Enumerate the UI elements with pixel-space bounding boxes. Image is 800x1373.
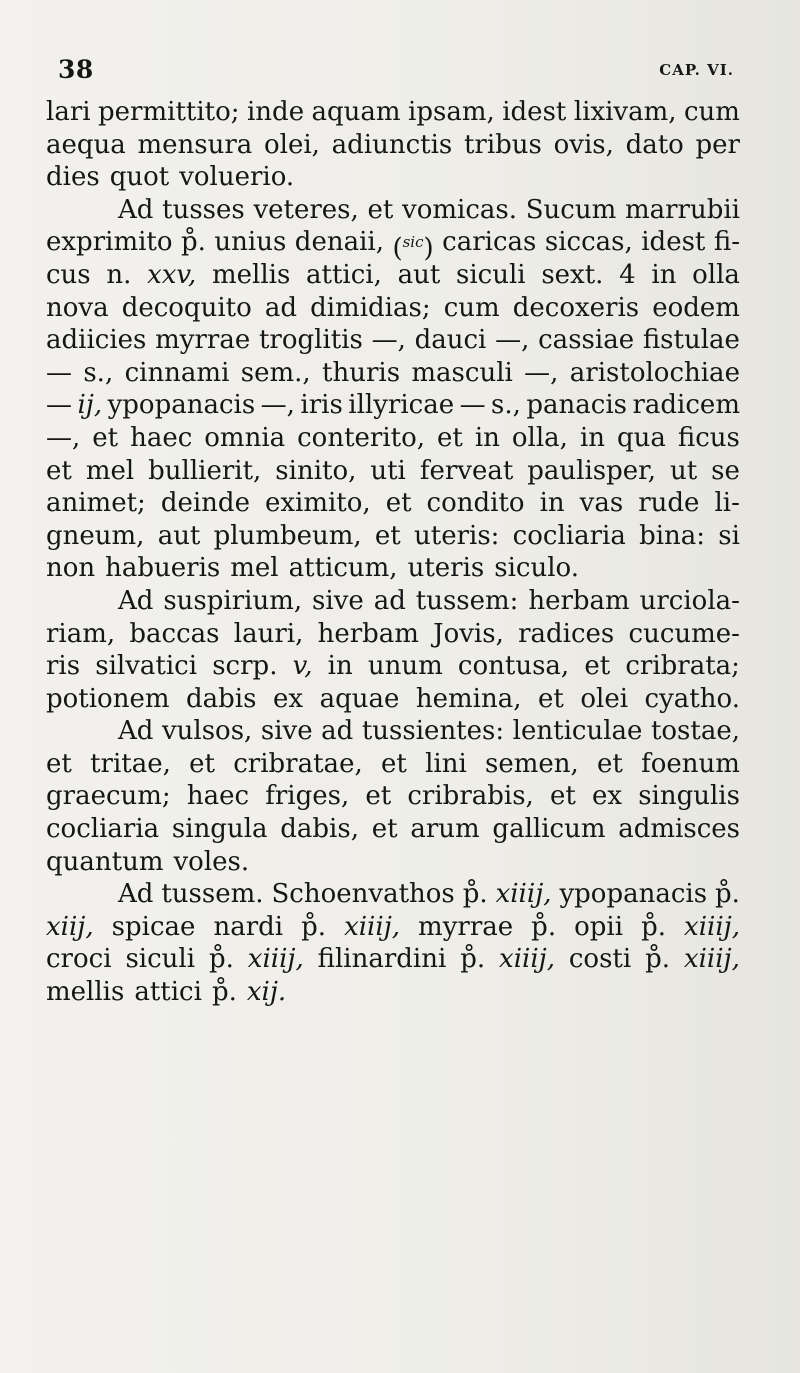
text-word: et xyxy=(371,814,398,845)
text-word: Jovis, xyxy=(433,618,504,649)
text-word: cribrabis, xyxy=(407,781,534,812)
text-word: ex xyxy=(591,781,623,812)
text-word: decoquito xyxy=(121,292,252,323)
text-line xyxy=(46,683,740,716)
text-word: costi xyxy=(568,944,632,975)
text-word: fi- xyxy=(713,227,740,258)
text-word: xiiij, xyxy=(499,944,555,975)
text-word: voles. xyxy=(173,846,250,877)
text-word: aequa xyxy=(46,129,126,160)
text-word: conterito, xyxy=(297,422,426,453)
text-word: — xyxy=(459,390,486,421)
text-word: paulisper, xyxy=(527,455,657,486)
text-word: p̊. xyxy=(641,911,667,942)
text-word: lari xyxy=(46,97,91,127)
text-word: marrubii xyxy=(624,194,740,225)
text-word: in xyxy=(474,422,500,453)
text-word: ovis, xyxy=(553,129,614,160)
text-line xyxy=(46,911,740,944)
text-word: vulsos, xyxy=(161,716,253,747)
text-word: veteres, xyxy=(253,194,359,225)
text-word: ($^{sic}$) xyxy=(392,233,434,265)
text-word: singulis xyxy=(638,781,740,812)
running-head: CAP. VI. xyxy=(659,61,734,79)
text-word: ij, xyxy=(77,390,103,421)
text-word: — xyxy=(46,390,72,421)
text-word: n. xyxy=(106,259,132,290)
text-word: olla, xyxy=(511,422,568,453)
text-word: habueris xyxy=(105,553,221,584)
text-word: nova xyxy=(46,292,109,323)
text-word: sem., xyxy=(240,357,311,388)
text-word: adiicies xyxy=(46,325,147,356)
text-word: decoxeris xyxy=(512,292,640,323)
text-word: ypopanacis xyxy=(559,879,708,910)
text-word: ris xyxy=(46,651,81,682)
text-word: gneum, xyxy=(46,520,145,551)
text-word: ut xyxy=(669,455,698,486)
text-word: et xyxy=(46,748,72,779)
text-word: masculi xyxy=(411,357,513,388)
text-word: —, xyxy=(46,422,81,453)
text-word: mensura xyxy=(137,129,253,160)
text-word: tussem: xyxy=(415,585,519,616)
text-word: tritae, xyxy=(90,748,171,779)
text-word: 4 xyxy=(619,259,636,290)
text-word: et xyxy=(92,422,119,453)
text-word: Ad xyxy=(118,716,154,747)
text-word: in xyxy=(327,651,353,682)
text-word: Ad xyxy=(118,194,154,225)
text-word: dabis, xyxy=(280,814,359,845)
text-word: silvatici xyxy=(95,651,198,682)
text-word: xij. xyxy=(246,977,287,1008)
text-word: sinito, xyxy=(275,455,357,486)
text-word: aristolochiae xyxy=(569,357,740,388)
text-word: hemina, xyxy=(415,683,522,714)
text-word: ferveat xyxy=(419,455,514,486)
text-word: et xyxy=(538,683,564,714)
text-line xyxy=(46,976,740,1009)
text-word: mellis xyxy=(211,259,291,290)
text-word: et xyxy=(374,520,401,551)
text-word: et xyxy=(584,651,611,682)
text-word: uti xyxy=(370,455,406,486)
text-word: in xyxy=(539,488,565,519)
text-word: cinnami xyxy=(124,357,230,388)
text-word: olei, xyxy=(264,129,320,160)
text-word: et xyxy=(365,781,392,812)
text-line xyxy=(46,161,740,194)
text-word: caricas xyxy=(442,227,537,258)
text-word: semen, xyxy=(485,748,579,779)
text-word: aut xyxy=(157,520,201,551)
text-word: —, xyxy=(524,357,559,388)
text-word: baccas xyxy=(129,618,220,649)
text-word: radicem xyxy=(632,390,740,421)
text-word: tussem. xyxy=(161,879,264,910)
text-word: potionem xyxy=(46,683,170,714)
text-word: siccas, xyxy=(544,227,633,258)
text-word: panacis xyxy=(526,390,628,421)
text-word: aquae xyxy=(319,683,400,714)
text-word: idest xyxy=(641,227,706,258)
text-word: cucume- xyxy=(628,618,740,649)
text-word: siculi xyxy=(456,259,526,290)
body-text xyxy=(46,96,740,1009)
text-line xyxy=(46,813,740,846)
text-word: cribratae, xyxy=(233,748,363,779)
page-number: 38 xyxy=(58,55,94,84)
text-line xyxy=(46,618,740,651)
text-word: xiiij, xyxy=(247,944,304,975)
text-word: plumbeum, xyxy=(213,520,362,551)
text-word: uteris: xyxy=(414,520,500,551)
text-word: omnia xyxy=(204,422,286,453)
text-word: condito xyxy=(426,488,525,519)
text-word: foenum xyxy=(641,748,740,779)
text-word: olla xyxy=(692,259,740,290)
text-word: v, xyxy=(292,651,313,682)
text-word: p̊. xyxy=(181,227,206,258)
text-word: tussientes: xyxy=(361,716,505,747)
text-word: li- xyxy=(714,488,740,519)
text-word: exprimito xyxy=(46,227,173,258)
text-word: herbam xyxy=(317,618,419,649)
text-word: et xyxy=(549,781,576,812)
text-word: tusses xyxy=(162,194,245,225)
text-word: bina: xyxy=(639,520,706,551)
text-word: ficus xyxy=(677,422,740,453)
text-word: tostae, xyxy=(650,716,740,747)
text-word: atticum, xyxy=(288,553,398,584)
text-word: xiiij, xyxy=(495,879,552,910)
text-word: rude xyxy=(638,488,700,519)
text-line xyxy=(46,357,740,390)
text-word: et xyxy=(189,748,215,779)
text-word: et xyxy=(380,748,407,779)
text-word: radices xyxy=(518,618,615,649)
text-word: voluerio. xyxy=(179,162,295,193)
text-word: cocliaria xyxy=(512,520,626,551)
text-word: lixivam, xyxy=(573,97,677,127)
text-word: —, xyxy=(495,325,530,356)
text-word: ypopanacis xyxy=(107,390,256,421)
text-word: urciola- xyxy=(639,585,740,616)
text-word: per xyxy=(695,129,740,160)
text-word: p̊. xyxy=(208,944,234,975)
text-word: tribus xyxy=(463,129,542,160)
text-word: animet; xyxy=(46,488,146,519)
text-word: ex xyxy=(272,683,304,714)
text-word: ad xyxy=(264,292,297,323)
text-word: xiiij, xyxy=(683,944,740,975)
text-word: contusa, xyxy=(457,651,570,682)
text-word: xiiij, xyxy=(344,911,401,942)
text-word: cum xyxy=(443,292,500,323)
text-word: spicae xyxy=(111,911,196,942)
text-word: Ad xyxy=(118,879,154,910)
text-word: filinardini xyxy=(317,944,447,975)
text-word: fistulae xyxy=(642,325,740,356)
text-line xyxy=(46,389,740,422)
text-word: unius xyxy=(214,227,287,258)
text-word: sive xyxy=(260,716,313,747)
text-word: se xyxy=(711,455,740,486)
text-word: cassiae xyxy=(538,325,635,356)
text-word: illyricae xyxy=(348,390,455,421)
text-word: bullierit, xyxy=(148,455,262,486)
text-word: —, xyxy=(260,390,295,421)
text-word: p̊. xyxy=(462,879,488,910)
text-word: nardi xyxy=(213,911,284,942)
text-word: friges, xyxy=(265,781,350,812)
text-line xyxy=(46,422,740,455)
text-word: thuris xyxy=(322,357,401,388)
text-word: adiunctis xyxy=(331,129,453,160)
text-word: Schoenvathos xyxy=(271,879,455,910)
text-word: siculi xyxy=(125,944,196,975)
text-line xyxy=(46,96,740,129)
text-word: singula xyxy=(171,814,268,845)
page-header xyxy=(58,55,734,89)
text-line xyxy=(46,292,740,325)
text-line xyxy=(46,585,740,618)
text-word: Sucum xyxy=(525,194,617,225)
text-line xyxy=(46,455,740,488)
text-word: croci xyxy=(46,944,112,975)
text-word: ipsam, xyxy=(408,97,495,127)
text-line xyxy=(46,715,740,748)
text-word: inde xyxy=(246,97,305,127)
text-word: haec xyxy=(130,422,193,453)
text-word: graecum; xyxy=(46,781,171,812)
text-word: p̊. xyxy=(301,911,327,942)
text-line xyxy=(46,650,740,683)
text-word: arum xyxy=(410,814,480,845)
text-word: quantum xyxy=(46,846,164,877)
text-word: cocliaria xyxy=(46,814,160,845)
text-word: xiij, xyxy=(46,911,94,942)
text-word: s., xyxy=(491,390,521,421)
text-word: dauci xyxy=(414,325,487,356)
text-line xyxy=(46,943,740,976)
text-word: xxv, xyxy=(147,259,197,290)
text-word: deinde xyxy=(160,488,250,519)
text-word: ad xyxy=(373,585,406,616)
text-word: siculo. xyxy=(494,553,579,584)
text-line xyxy=(46,846,740,879)
text-word: vas xyxy=(579,488,624,519)
text-line xyxy=(46,226,740,265)
text-word: haec xyxy=(186,781,250,812)
text-word: mellis xyxy=(46,977,125,1008)
text-line xyxy=(46,552,740,585)
text-word: p̊. xyxy=(715,879,740,910)
text-word: sext. xyxy=(541,259,604,290)
text-word: et xyxy=(597,748,623,779)
text-word: —, xyxy=(371,325,406,356)
text-word: lini xyxy=(425,748,467,779)
text-word: myrrae xyxy=(418,911,514,942)
text-word: non xyxy=(46,553,96,584)
text-line xyxy=(46,129,740,162)
text-word: si xyxy=(718,520,740,551)
text-word: olei xyxy=(580,683,629,714)
text-word: idest xyxy=(502,97,567,127)
text-word: attici, xyxy=(306,259,382,290)
text-word: in xyxy=(579,422,605,453)
text-line xyxy=(46,748,740,781)
text-word: p̊. xyxy=(531,911,557,942)
text-word: xiiij, xyxy=(684,911,740,942)
text-word: attici xyxy=(134,977,202,1008)
text-word: scrp. xyxy=(212,651,278,682)
text-word: cum xyxy=(683,97,740,127)
text-word: aut xyxy=(397,259,441,290)
text-word: herbam xyxy=(528,585,630,616)
text-word: lauri, xyxy=(233,618,304,649)
text-word: qua xyxy=(616,422,666,453)
text-word: sive xyxy=(312,585,364,616)
text-word: dato xyxy=(625,129,684,160)
text-word: uteris xyxy=(407,553,485,584)
text-word: et xyxy=(367,194,394,225)
text-word: p̊. xyxy=(645,944,671,975)
text-word: s., xyxy=(83,357,114,388)
text-word: troglitis xyxy=(258,325,363,356)
text-word: et xyxy=(46,455,72,486)
text-word: p̊. xyxy=(460,944,486,975)
text-word: eodem xyxy=(652,292,740,323)
text-word: quot xyxy=(109,162,170,193)
text-word: denaii, xyxy=(294,227,384,258)
text-word: in xyxy=(651,259,677,290)
text-word: dies xyxy=(46,162,100,193)
text-word: cus xyxy=(46,259,91,290)
text-word: permittito; xyxy=(98,97,240,127)
text-line xyxy=(46,520,740,553)
text-word: ad xyxy=(321,716,354,747)
text-word: et xyxy=(385,488,412,519)
text-word: unum xyxy=(367,651,443,682)
text-word: eximito, xyxy=(264,488,371,519)
text-line xyxy=(46,780,740,813)
text-word: lenticulae xyxy=(512,716,643,747)
text-word: aquam xyxy=(311,97,401,127)
text-line xyxy=(46,194,740,227)
text-line xyxy=(46,324,740,357)
text-word: mel xyxy=(85,455,135,486)
text-word: gallicum xyxy=(492,814,606,845)
text-word: vomicas. xyxy=(402,194,518,225)
text-word: cyatho. xyxy=(644,683,740,714)
text-word: cribrata; xyxy=(625,651,740,682)
text-word: et xyxy=(437,422,463,453)
text-word: riam, xyxy=(46,618,116,649)
text-word: admisces xyxy=(618,814,740,845)
text-word: mel xyxy=(230,553,279,584)
text-line xyxy=(46,487,740,520)
text-word: p̊. xyxy=(211,977,237,1008)
text-word: opii xyxy=(574,911,624,942)
text-word: dabis xyxy=(186,683,257,714)
text-word: iris xyxy=(300,390,343,421)
text-word: suspirium, xyxy=(163,585,303,616)
text-line xyxy=(46,878,740,911)
text-word: myrrae xyxy=(155,325,251,356)
text-word: Ad xyxy=(118,585,154,616)
text-word: — xyxy=(46,357,72,388)
text-word: dimidias; xyxy=(310,292,431,323)
